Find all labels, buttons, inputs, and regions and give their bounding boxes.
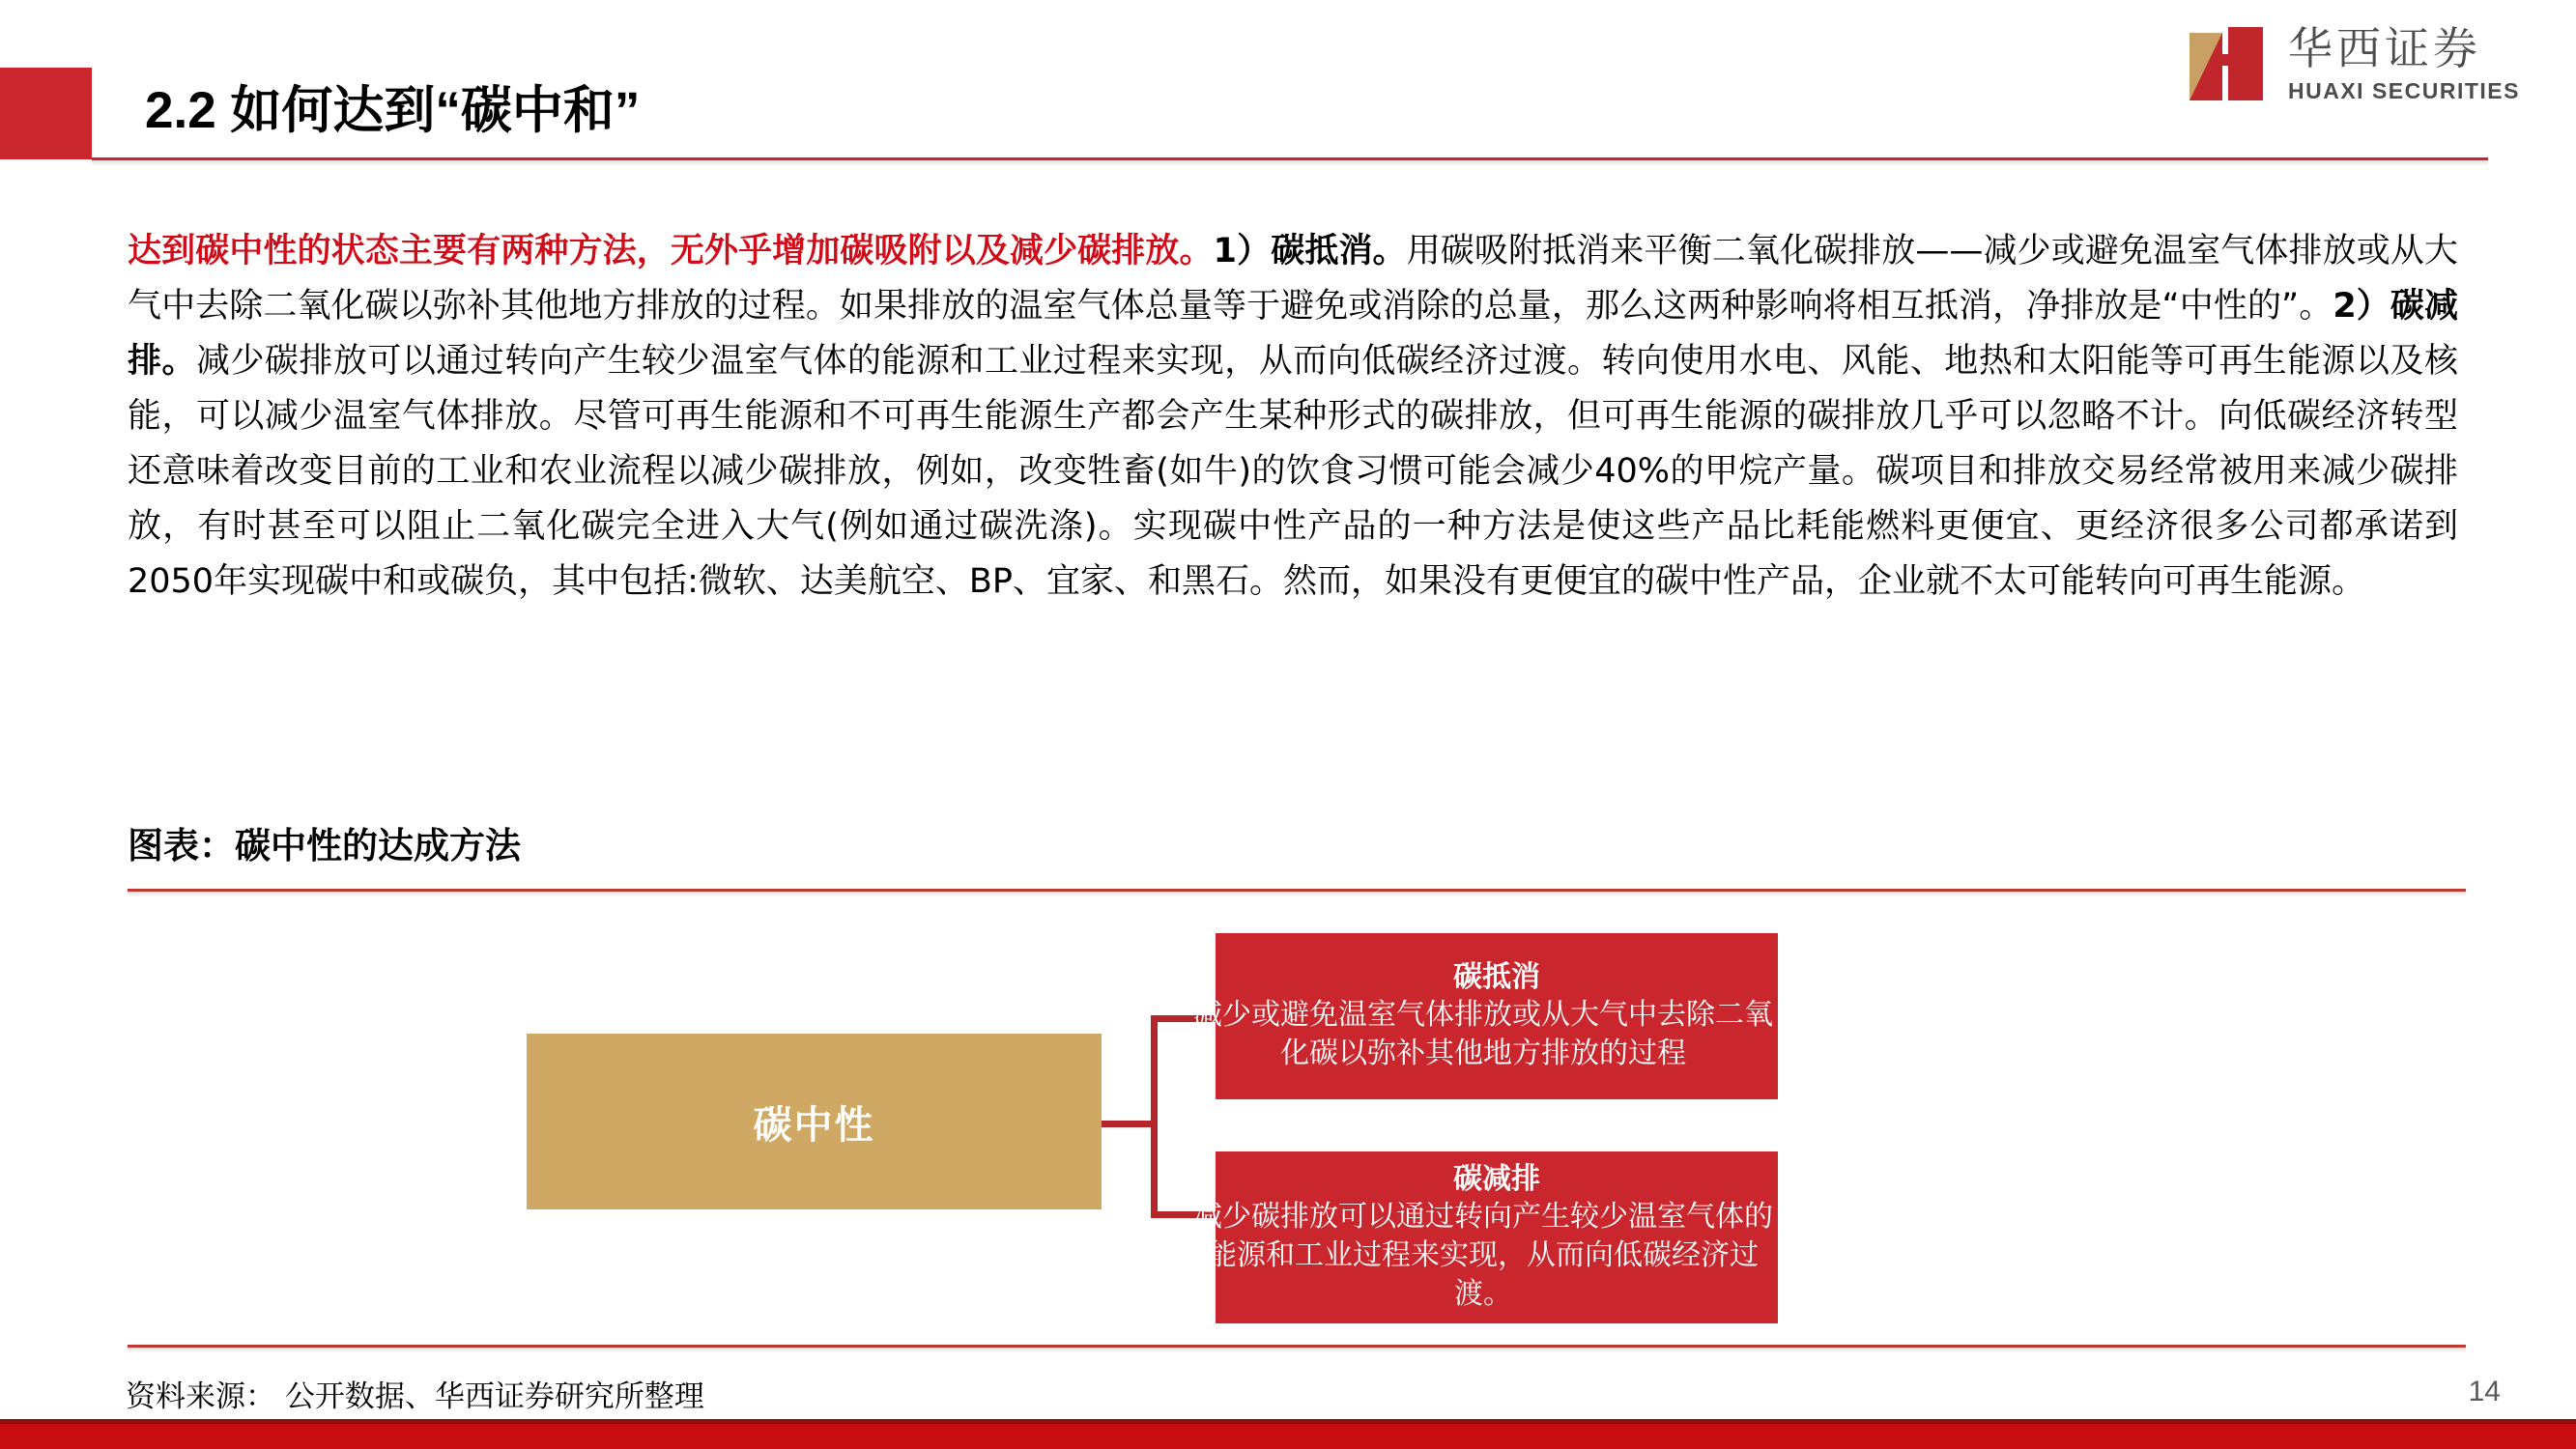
diagram-branch-2-body: 减少碳排放可以通过转向产生较少温室气体的能源和工业过程来实现，从而向低碳经济过渡。 bbox=[1193, 1200, 1773, 1311]
exhibit-divider-shadow bbox=[128, 892, 2466, 897]
body-segment-normal-2: 减少碳排放可以通过转向产生较少温室气体的能源和工业过程来实现，从而向低碳经济过渡。转向使用水电、风能、地热和太阳能等可再生能源以及核能，可以减少温室气体排放。尽管可再生能源和不可再生能源生产都会产生某种形式的碳排放，但可再生能源的碳排放几乎可以忽略不计。向低碳经济转型还意味着改变目前的工业和农业流程以减少碳排放，例如，改变牲畜(如牛)的饮食习惯可能会减少40%的甲烷产量。碳项目和排放交易经常被用来减少碳排放，有时甚至可以阻止二氧化碳完全进入大气(例如通过碳洗涤)。实现碳中性产品的一种方法是使这些产品比耗能燃料更便宜、更经济很多公司都承诺到2050年实现碳中和或碳负，其中包括:微软、达美航空、BP、宜家、和黑石。然而，如果没有更便宜的碳中性产品，企业就不太可能转向可再生能源。 bbox=[128, 342, 2458, 601]
brand-logo bbox=[2188, 22, 2520, 104]
diagram-root-label: 碳中性 bbox=[753, 1102, 875, 1148]
footer-divider-shadow bbox=[128, 1348, 2466, 1353]
brand-name-cn: 华西证券 bbox=[2288, 22, 2482, 75]
body-segment-bold-1: 1）碳抵消。 bbox=[1213, 232, 1407, 270]
header-accent-block bbox=[0, 68, 92, 159]
body-segment-highlight-1: 达到碳中性的状态主要有两种方法，无外乎增加碳吸附以及减少碳排放。 bbox=[128, 232, 1214, 270]
brand-logo-text bbox=[2288, 22, 2520, 103]
source-note: 资料来源： 公开数据、华西证券研究所整理 bbox=[126, 1379, 704, 1414]
header-divider-shadow bbox=[92, 160, 2488, 166]
connector-root-stem bbox=[1102, 1121, 1158, 1127]
diagram-root-node bbox=[527, 1034, 1102, 1209]
diagram-branch-1-body: 减少或避免温室气体排放或从大气中去除二氧化碳以弥补其他地方排放的过程 bbox=[1193, 998, 1773, 1070]
exhibit-title: 图表：碳中性的达成方法 bbox=[128, 825, 521, 867]
brand-name-en: HUAXI SECURITIES bbox=[2288, 77, 2520, 103]
huaxi-h-logo-icon bbox=[2188, 25, 2271, 104]
diagram-branch-2-title: 碳减排 bbox=[1453, 1162, 1540, 1196]
footer-bar bbox=[0, 1424, 2576, 1449]
body-paragraph bbox=[128, 224, 2458, 610]
page-title: 2.2 如何达到“碳中和” bbox=[145, 82, 641, 139]
page-number: 14 bbox=[2468, 1376, 2501, 1407]
body-segment-normal-1: 用碳吸附抵消来平衡二氧化碳排放——减少或避免温室气体排放或从大气中去除二氧化碳以弥补其他地方排放的过程。如果排放的温室气体总量等于避免或消除的总量，那么这两种影响将相互抵消，净排放是“中性的”。 bbox=[128, 232, 2458, 326]
body-segment-bold-2: 2）碳减排。 bbox=[128, 287, 2458, 381]
connector-spine bbox=[1151, 1017, 1158, 1218]
diagram-branch-1-title: 碳抵消 bbox=[1453, 960, 1540, 994]
diagram-branch-node-1 bbox=[1193, 933, 1778, 1099]
diagram-branch-node-2 bbox=[1193, 1151, 1778, 1323]
